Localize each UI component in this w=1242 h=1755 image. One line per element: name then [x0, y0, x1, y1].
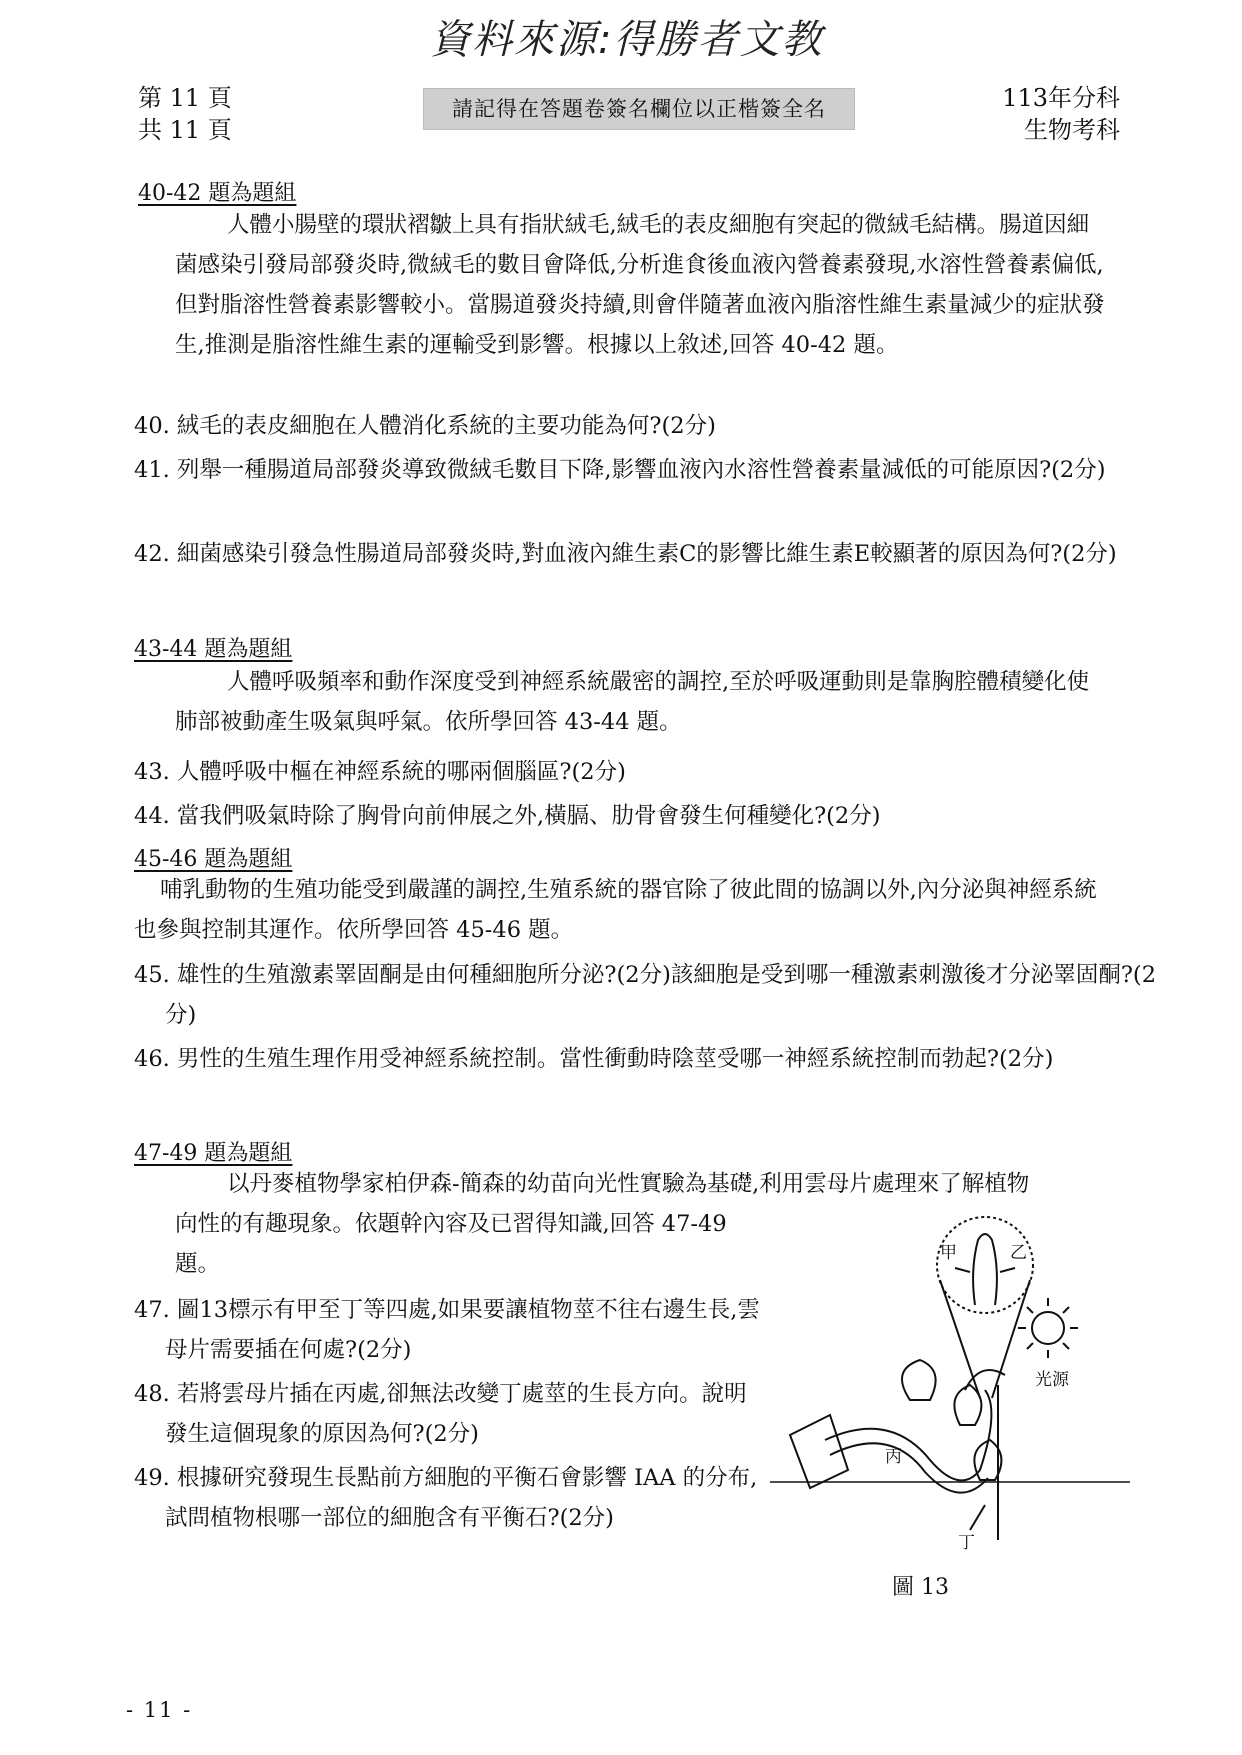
group-title-43-44: 43-44 題為題組: [134, 637, 293, 662]
question-49: 49. 根據研究發現生長點前方細胞的平衡石會影響 IAA 的分布,試問植物根哪一部位的細胞含有平衡石?(2分): [134, 1465, 758, 1531]
label-jia: 甲: [940, 1243, 957, 1263]
question-40: 40. 絨毛的表皮細胞在人體消化系統的主要功能為何?(2分): [134, 413, 716, 439]
leaf-2: [954, 1385, 981, 1425]
page-number-label: 第 11 頁: [138, 84, 232, 112]
question-45: 45. 雄性的生殖激素睪固酮是由何種細胞所分泌?(2分)該細胞是受到哪一種激素刺激後才分泌睪固酮?(2分): [134, 962, 1157, 1028]
question-41: 41. 列舉一種腸道局部發炎導致微絨毛數目下降,影響血液內水溶性營養素量減低的可能原因?(2分): [134, 457, 1106, 483]
arrow-jia: [955, 1268, 970, 1272]
signature-notice: 請記得在答題卷簽名欄位以正楷簽全名: [423, 88, 855, 130]
group-intro-43-44: 人體呼吸頻率和動作深度受到神經系統嚴密的調控,至於呼吸運動則是靠胸腔體積變化使肺部被動產生吸氣與呼氣。依所學回答 43-44 題。: [175, 669, 1090, 735]
magnifier-line-right: [992, 1280, 1030, 1398]
group-intro-47-49-line1: 以丹麥植物學家柏伊森-簡森的幼苗向光性實驗為基礎,利用雲母片處理來了解植物: [227, 1171, 1030, 1197]
figure-13-seedling-diagram: [770, 1210, 1130, 1560]
arrow-yi: [1000, 1268, 1015, 1272]
page-indicator: [138, 82, 232, 146]
question-43: 43. 人體呼吸中樞在神經系統的哪兩個腦區?(2分): [134, 759, 626, 785]
page-footer-number: - 11 -: [126, 1698, 193, 1722]
figure-caption: 圖 13: [892, 1575, 949, 1600]
shoot-tip-outline: [973, 1234, 997, 1305]
magnified-tip-circle: [937, 1217, 1033, 1313]
exam-subject: 生物考科: [1024, 116, 1120, 144]
question-44: 44. 當我們吸氣時除了胸骨向前伸展之外,橫膈、肋骨會發生何種變化?(2分): [134, 803, 881, 829]
source-watermark: 資料來源:得勝者文教: [430, 17, 824, 63]
sun-icon: [1032, 1312, 1064, 1344]
label-ding: 丁: [958, 1533, 975, 1553]
exam-info: [1002, 82, 1120, 146]
label-light-source: 光源: [1035, 1370, 1069, 1390]
question-48: 48. 若將雲母片插在丙處,卻無法改變丁處莖的生長方向。說明發生這個現象的原因為何?(2分): [134, 1381, 747, 1447]
seedling-stem-inner: [830, 1443, 988, 1492]
exam-year: 113年分科: [1002, 84, 1120, 112]
group-title-40-42: 40-42 題為題組: [138, 181, 297, 206]
seedling-stem: [825, 1390, 991, 1480]
question-42: 42. 細菌感染引發急性腸道局部發炎時,對血液內維生素C的影響比維生素E較顯著的原因為何?(2分): [134, 541, 1117, 567]
leaf-1: [902, 1360, 936, 1400]
question-47: 47. 圖13標示有甲至丁等四處,如果要讓植物莖不往右邊生長,雲母片需要插在何處?(2分): [134, 1297, 760, 1363]
group-intro-45-46: 哺乳動物的生殖功能受到嚴謹的調控,生殖系統的器官除了彼此間的協調以外,內分泌與神經系統也參與控制其運作。依所學回答 45-46 題。: [134, 877, 1097, 943]
arrow-ding: [970, 1505, 985, 1530]
group-title-45-46: 45-46 題為題組: [134, 847, 293, 872]
label-yi: 乙: [1010, 1243, 1027, 1263]
label-bing: 丙: [885, 1447, 902, 1467]
group-intro-47-49-line2: 向性的有趣現象。依題幹內容及已習得知識,回答 47-49 題。: [175, 1211, 727, 1277]
question-46: 46. 男性的生殖生理作用受神經系統控制。當性衝動時陰莖受哪一神經系統控制而勃起?(2分): [134, 1046, 1054, 1072]
group-intro-40-42: 人體小腸壁的環狀褶皺上具有指狀絨毛,絨毛的表皮細胞有突起的微絨毛結構。腸道因細菌感染引發局部發炎時,微絨毛的數目會降低,分析進食後血液內營養素發現,水溶性營養素偏低,但對脂溶性營養素影響較小。當腸道發炎持續,則會伴隨著血液內脂溶性維生素量減少的症狀發生,推測是脂溶性維生素的運輸受到影響。根據以上敘述,回答 40-42 題。: [175, 212, 1105, 358]
total-pages-label: 共 11 頁: [138, 116, 232, 144]
group-title-47-49: 47-49 題為題組: [134, 1141, 293, 1166]
